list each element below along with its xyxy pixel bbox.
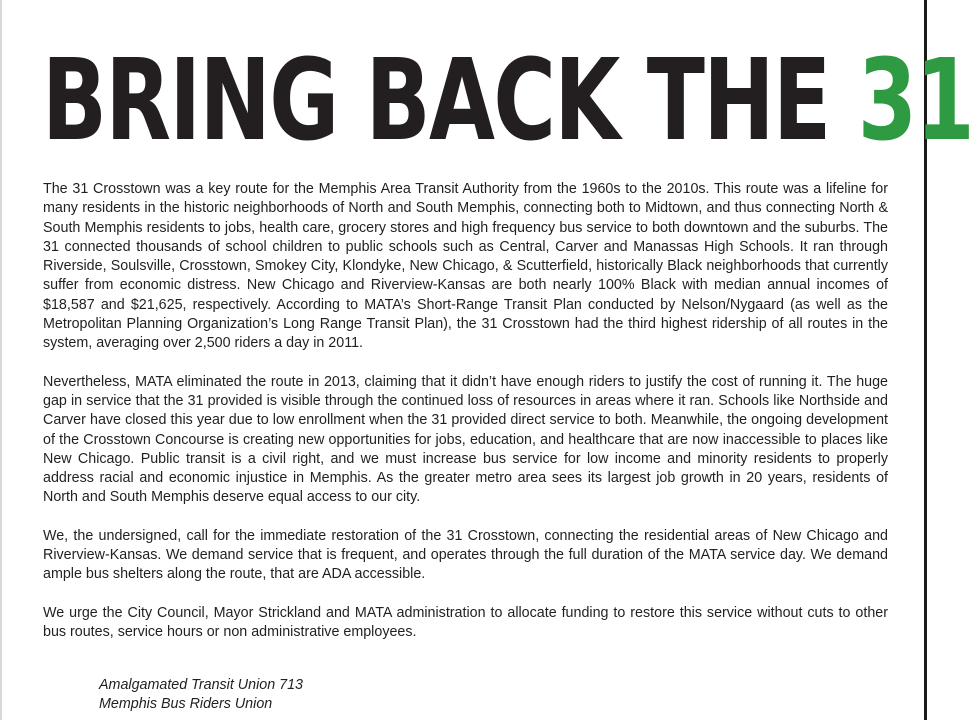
paragraph-history: The 31 Crosstown was a key route for the Memphis Area Transit Authority from the 1960s to the 2010s. This route was a lifeline for many residents in the historic neighborhoods of North and South Memphis, connecting both to Midtown, and thus connecting North & South Memphis residents to jobs, health care, grocery stores and high frequency bus service to both downtown and the suburbs. The 31 connected thousands of school children to public schools such as Central, Carver and Manassas High Schools. It ran through Riverside, Soulsville, Crosstown, Smokey City, Klondyke, New Chicago, & Scutterfield, historically Black neighborhoods that currently suffer from economic distress. New Chicago and Riverview-Kansas are both nearly 100% Black with median annual incomes of $18,587 and $21,625, respectively. According to MATA’s Short-Range Transit Plan conducted by Nelson/Nygaard (as well as the Metropolitan Planning Organization’s Long Range Transit Plan), the 31 Crosstown had the third highest ridership of all routes in the system, averaging over 2,500 riders a day in 2011. bbox=[43, 181, 888, 352]
headline-route-number: 31 bbox=[857, 34, 973, 167]
signatory-bru: Memphis Bus Riders Union bbox=[99, 696, 273, 713]
signatory-atu: Amalgamated Transit Union 713 bbox=[99, 677, 303, 693]
paragraph-funding: We urge the City Council, Mayor Strickland and MATA administration to allocate funding to restore this service without cuts to other bus routes, service hours or non administrative employees. bbox=[43, 604, 888, 640]
letter-body bbox=[43, 180, 888, 661]
headline bbox=[42, 30, 973, 170]
headline-text: BRING BACK THE bbox=[42, 34, 858, 167]
paragraph-demands: We, the undersigned, call for the immediate restoration of the 31 Crosstown, connecting the residential areas of New Chicago and Riverview-Kansas. We demand service that is frequent, and operates through the full duration of the MATA service day. We demand ample bus shelters along the route, that are ADA accessible. bbox=[43, 527, 888, 583]
paragraph-elimination: Nevertheless, MATA eliminated the route in 2013, claiming that it didn’t have enough riders to justify the cost of running it. The huge gap in service that the 31 provided is visible through the continued loss of resources in areas where it ran. Schools like Northside and Carver have closed this year due to low enrollment when the 31 provided direct service to both. Meanwhile, the ongoing development of the Crosstown Concourse is creating new opportunities for jobs, education, and healthcare that are now inaccessible to places like New Chicago. Public transit is a civil right, and we must increase bus service for low income and minority residents to properly address racial and economic injustice in Memphis. As the greater metro area sees its largest job growth in 20 years, residents of North and South Memphis deserve equal access to our city. bbox=[43, 373, 888, 506]
signatories bbox=[99, 676, 303, 715]
